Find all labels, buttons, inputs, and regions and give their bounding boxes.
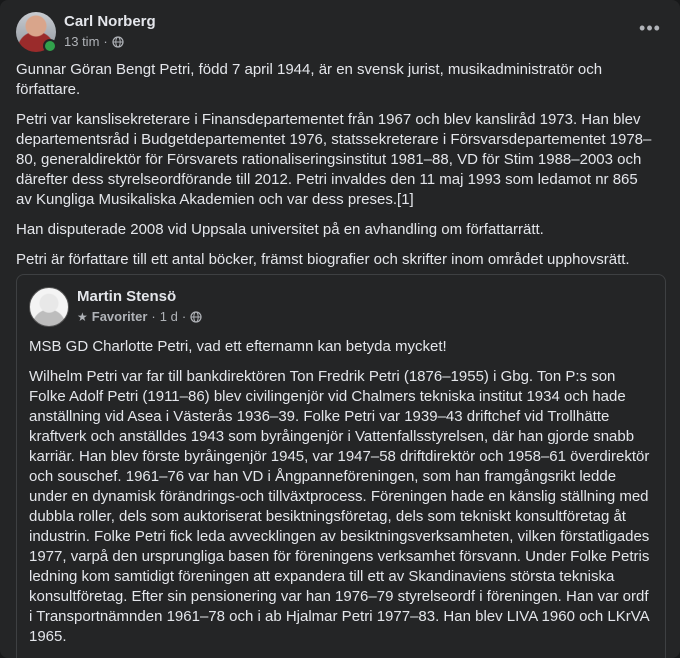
meta-separator: · — [181, 309, 187, 324]
post-paragraph: Gunnar Göran Bengt Petri, född 7 april 1944, är en svensk jurist, musikadministratör och författare. — [16, 61, 603, 98]
shared-author-block — [77, 288, 202, 327]
meta-separator: · — [103, 34, 108, 49]
shared-author-name[interactable]: Martin Stensö — [77, 288, 177, 305]
shared-post-meta — [77, 309, 202, 325]
online-status-icon — [43, 39, 57, 53]
post-paragraph: Han disputerade 2008 vid Uppsala universitet på en avhandling om författarrätt. — [16, 221, 544, 238]
post-meta — [64, 34, 156, 50]
globe-icon[interactable] — [190, 311, 202, 323]
post-header — [16, 12, 156, 56]
meta-separator: · — [151, 309, 156, 324]
author-name[interactable]: Carl Norberg — [64, 13, 156, 30]
avatar[interactable] — [29, 287, 69, 327]
favorites-badge: Favoriter — [91, 309, 148, 324]
shared-paragraph: Wilhelm Petri var far till bankdirektören Ton Fredrik Petri (1876–1955) i Gbg. Ton P:s son Folke Adolf Petri (1911–86) blev civilingenjör vid Chalmers tekniska institut 1934 och hade anställning vid Asea i Västerås 1936–39. Folke Petri var 1939–43 driftchef vid Trollhätte kraftverk och anställdes 1943 som byråingenjör i Vattenfallsstyrelsen, där han gjorde snabb karriär. Han blev förste byråingenjör 1945, var 1947–58 driftdirektör och 1958–61 överdirektör och souschef. 1961–76 var han VD i Ångpanneföreningen, som han framgångsrikt ledde under en dynamisk förändrings-och tillväxtprocess. Föreningen hade en känslig ställning med dubbla roller, dels som auktoriserat besiktningsföretag, dels som tekniskt konsultföretag åt industrin. Folke Petri fick leda avvecklingen av besiktningsverksamheten, vilken förstatligades 1977, varpå den ursprungliga basen för föreningens verksamhet försvann. Under Folke Petris ledning kom samtidigt föreningen att expandera till ett av Skandinaviens största tekniska konsultföretag. Efter sin pensionering var han 1976–79 styrelseordf i föreningen. Han var ordf i Transportnämnden 1961–78 och i ab Hjalmar Petri 1977–83. Han blev LIVA 1960 och LKrVA 1965. — [29, 368, 650, 645]
post-paragraph: Petri var kanslisekreterare i Finansdepartementet från 1967 och blev kanslіråd 1973. Han blev departementsråd i Budgetdepartementet 1976, statssekreterare i Försvarsdepartementet 1978–80, generaldirektör för Försvarets rationaliseringsinstitut 1981–88, VD för Stim 1988–2003 och därefter dess styrelseordförande till 2012. Petri invaldes den 11 maj 1993 som ledamot nr 865 av Kungliga Musikaliska Akademien och var dess preses.[1] — [16, 111, 652, 208]
shared-post-body — [29, 337, 654, 657]
shared-post[interactable] — [16, 274, 666, 658]
star-icon: ★ — [77, 310, 88, 324]
shared-post-header — [29, 287, 202, 327]
author-block — [64, 13, 156, 56]
more-options-icon[interactable]: ••• — [639, 17, 661, 38]
timestamp[interactable]: 1 d — [159, 309, 178, 324]
post-body — [16, 60, 656, 280]
timestamp[interactable]: 13 tim — [64, 34, 100, 49]
shared-paragraph: MSB GD Charlotte Petri, vad ett efternamn kan betyda mycket! — [29, 338, 447, 355]
globe-icon[interactable] — [112, 36, 124, 48]
post-paragraph: Petri är författare till ett antal böcker, främst biografier och skrifter inom området upphovsrätt. — [16, 251, 630, 268]
avatar[interactable] — [16, 12, 56, 52]
